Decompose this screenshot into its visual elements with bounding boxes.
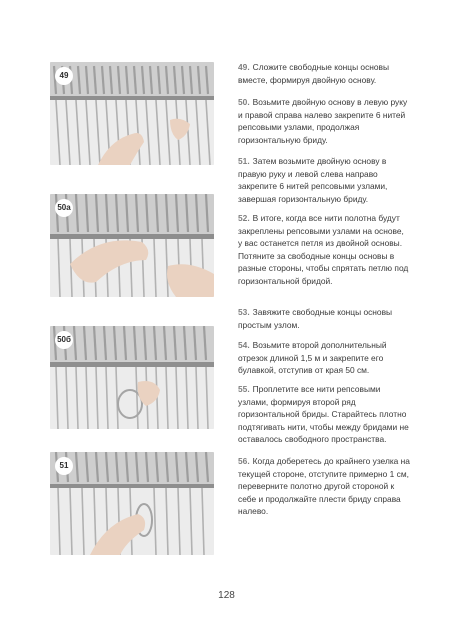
step-number: 54. <box>238 340 250 350</box>
step-description: Возьмите второй дополнительный отрезок длиной 1,5 м и закрепите его булавкой, отступив от края 50 см. <box>238 340 387 376</box>
step-51-photo <box>50 452 214 555</box>
step-description: Проплетите все нити репсовыми узлами, формируя второй ряд горизонтальной бриды. Старайтесь плотно подтягивать нити, чтобы между бридами не оставалось свободного пространства. <box>238 384 409 445</box>
step-number: 49. <box>238 62 250 72</box>
step-number: 51. <box>238 156 250 166</box>
photo-step-label: 50a <box>55 199 73 217</box>
step-description: Затем возьмите двойную основу в правую руку и левой слева направо закрепите 6 нитей репсовыми узлами, завершая горизонтальную бриду. <box>238 156 388 204</box>
step-55-text <box>238 383 410 446</box>
step-description: Завяжите свободные концы основы простым узлом. <box>238 307 393 330</box>
photo-step-label: 50б <box>55 331 73 349</box>
step-49-text <box>238 61 410 86</box>
page-number: 128 <box>218 590 235 601</box>
step-50a-photo <box>50 194 214 297</box>
photo-step-label: 51 <box>55 457 73 475</box>
macrame-hands-image <box>50 452 214 555</box>
step-54-text <box>238 339 410 377</box>
step-50-text <box>238 96 410 146</box>
step-number: 55. <box>238 384 250 394</box>
photo-step-label: 49 <box>55 67 73 85</box>
macrame-hands-image <box>50 194 214 297</box>
step-53-text <box>238 306 410 331</box>
step-52-text <box>238 212 410 288</box>
step-description: Возьмите двойную основу в левую руку и правой справа налево закрепите 6 нитей репсовыми узлами, продолжая горизонтальную бриду. <box>238 97 408 145</box>
step-number: 53. <box>238 307 250 317</box>
step-number: 50. <box>238 97 250 107</box>
step-56-text <box>238 455 410 518</box>
step-49-photo <box>50 62 214 165</box>
macrame-hands-image <box>50 326 214 429</box>
step-description: В итоге, когда все нити полотна будут закреплены репсовыми узлами на основе, у вас останется петля из двойной основы. Потяните за свободные концы основы в разные стороны, чтобы спрятать петлю под горизонтальной бридой. <box>238 213 409 286</box>
step-number: 52. <box>238 213 250 223</box>
step-51-text <box>238 155 410 205</box>
step-description: Когда доберетесь до крайнего узелка на текущей стороне, отступите примерно 1 см, переверните полотно другой стороной к себе и продолжайте плести бриду справа налево. <box>238 456 410 517</box>
step-description: Сложите свободные концы основы вместе, формируя двойную основу. <box>238 62 390 85</box>
step-50b-photo <box>50 326 214 429</box>
step-number: 56. <box>238 456 250 466</box>
macrame-hands-image <box>50 62 214 165</box>
